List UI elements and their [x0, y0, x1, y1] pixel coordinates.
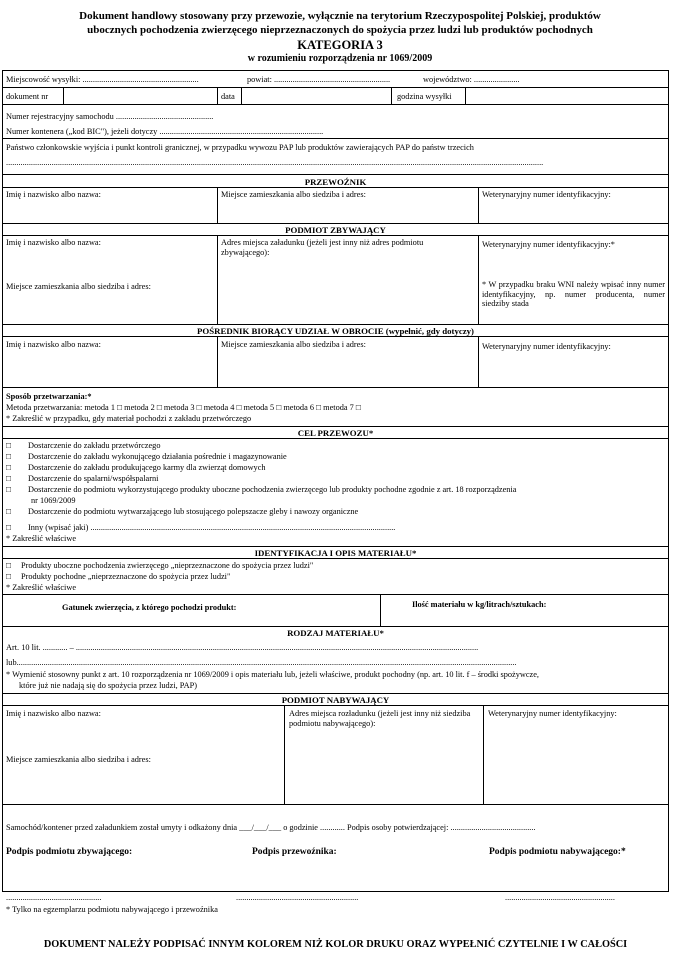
material-kind-note2: które już nie nadają się do spożycia przez ludzi, PAP): [19, 681, 198, 690]
signature-seller-label: Podpis podmiotu zbywającego:: [6, 847, 133, 857]
county-field[interactable]: powiat: ........................................................: [247, 75, 391, 84]
processing-title: Sposób przetwarzania:*: [6, 392, 92, 401]
checkbox-icon[interactable]: □: [6, 523, 12, 532]
doc-regulation: w rozumieniu rozporządzenia nr 1069/2009: [247, 53, 433, 64]
material-article-field[interactable]: Art. 10 lit. ............ – ..................................................................................................................................................................................................: [6, 643, 479, 652]
purpose-item-continued: nr 1069/2009: [31, 496, 76, 505]
purpose-section-title: CEL PRZEWOZU*: [297, 428, 374, 438]
seller-vet-note: * W przypadku braku WNI należy wpisać inny numer identyfikacyjny, np. numer producenta, numer siedziby stada: [482, 280, 665, 309]
carrier-section-title: PRZEWOŹNIK: [304, 177, 367, 187]
seller-name-label: Imię i nazwisko albo nazwa:: [6, 238, 101, 247]
voivodeship-field[interactable]: województwo: ......................: [423, 75, 520, 84]
buyer-name-label: Imię i nazwisko albo nazwa:: [6, 709, 101, 718]
carrier-name-label: Imię i nazwisko albo nazwa:: [6, 190, 101, 199]
signature-buyer-line[interactable]: .....................................................: [505, 893, 615, 902]
material-lub-field[interactable]: lub.................................................................................................................................................................................................................................................: [6, 658, 517, 667]
purpose-note: * Zakreślić właściwe: [6, 534, 77, 543]
intermediary-name-label: Imię i nazwisko albo nazwa:: [6, 340, 101, 349]
carrier-vet-label: Weterynaryjny numer identyfikacyjny:: [482, 190, 611, 199]
signature-carrier-label: Podpis przewoźnika:: [252, 847, 337, 857]
purpose-item[interactable]: □ Dostarczenie do podmiotu wykorzystującego produkty uboczne pochodzenia zwierzęcego lub produkty pochodne zgodnie z art. 18 rozporządzenia: [6, 485, 517, 494]
checkbox-icon[interactable]: □: [6, 572, 12, 581]
doc-number-label: dokument nr: [6, 92, 49, 101]
washed-confirmation-field[interactable]: Samochód/kontener przed załadunkiem został umyty i odkażony dnia ___/___/___ o godzinie ............ Podpis osoby potwierdzającej: .........................................: [6, 823, 536, 832]
material-item-derived[interactable]: □ Produkty pochodne „nieprzeznaczone do spożycia przez ludzi": [6, 572, 231, 581]
signature-buyer-label: Podpis podmiotu nabywającego:*: [489, 847, 626, 857]
member-state-field[interactable]: ...................................................................................................................................................................................................................................................................: [6, 158, 544, 167]
member-state-label: Państwo członkowskie wyjścia i punkt kontroli granicznej, w przypadku wywozu PAP lub produktów zawierających PAP do państw trzecich: [6, 143, 474, 152]
signature-note: * Tylko na egzemplarzu podmiotu nabywającego i przewoźnika: [6, 905, 218, 914]
material-kind-section-title: RODZAJ MATERIAŁU*: [287, 628, 384, 638]
species-label: Gatunek zwierzęcia, z którego pochodzi produkt:: [62, 603, 237, 612]
checkbox-icon[interactable]: □: [6, 507, 12, 516]
material-id-note: * Zakreślić właściwe: [6, 583, 77, 592]
checkbox-icon[interactable]: □: [6, 463, 12, 472]
buyer-vet-label: Weterynaryjny numer identyfikacyjny:: [488, 709, 617, 718]
purpose-item-other[interactable]: □ Inny (wpisać jaki) ...................................................................................................................................................: [6, 523, 396, 532]
material-id-section-title: IDENTYFIKACJA I OPIS MATERIAŁU*: [254, 548, 417, 558]
purpose-item[interactable]: □ Dostarczenie do zakładu wykonującego działania pośrednie i magazynowanie: [6, 452, 287, 461]
doc-title-line1: Dokument handlowy stosowany przy przewozie, wyłącznie na terytorium Rzeczypospolitej Polskiej, produktów: [79, 10, 601, 22]
buyer-residence-label: Miejsce zamieszkania albo siedziba i adres:: [6, 755, 151, 764]
seller-section-title: PODMIOT ZBYWAJĄCY: [285, 225, 386, 235]
purpose-item[interactable]: □ Dostarczenie do spalarni/współspalarni: [6, 474, 159, 483]
intermediary-section-title: POŚREDNIK BIORĄCY UDZIAŁ W OBROCIE (wypełnić, gdy dotyczy): [197, 326, 474, 336]
purpose-item[interactable]: □ Dostarczenie do zakładu przetwórczego: [6, 441, 161, 450]
material-item-byproducts[interactable]: □ Produkty uboczne pochodzenia zwierzęcego „nieprzeznaczone do spożycia przez ludzi": [6, 561, 314, 570]
processing-note: * Zakreślić w przypadku, gdy materiał pochodzi z zakładu przetwórczego: [6, 414, 252, 423]
date-label: data: [221, 92, 235, 101]
seller-loading-label: Adres miejsca załadunku (jeżeli jest inny niż adres podmiotu zbywającego):: [221, 238, 424, 257]
doc-title-line2: ubocznych pochodzenia zwierzęcego nieprzeznaczonych do spożycia przez ludzi lub produktów pochodnych: [87, 24, 593, 36]
final-instruction: DOKUMENT NALEŻY PODPISAĆ INNYM KOLOREM NIŻ KOLOR DRUKU ORAZ WYPEŁNIĆ CZYTELNIE I W CAŁOŚCI: [43, 939, 628, 950]
checkbox-icon[interactable]: □: [6, 561, 12, 570]
signature-seller-line[interactable]: ..............................................: [6, 893, 102, 902]
material-kind-note1: * Wymienić stosowny punkt z art. 10 rozporządzenia nr 1069/2009 i opis materiału lub, jeżeli właściwe, produkt pochodny (np. art. 10 lit. f – środki spożywcze,: [6, 670, 539, 679]
dispatch-time-label: godzina wysyłki: [397, 92, 452, 101]
locality-field[interactable]: Miejscowość wysyłki: ........................................................: [6, 75, 199, 84]
checkbox-icon[interactable]: □: [6, 452, 12, 461]
buyer-unloading-label: Adres miejsca rozładunku (jeżeli jest inny niż siedziba podmiotu nabywającego):: [289, 709, 471, 728]
intermediary-address-label: Miejsce zamieszkania albo siedziba i adres:: [221, 340, 366, 349]
doc-category: KATEGORIA 3: [297, 38, 383, 52]
vehicle-number-field[interactable]: Numer rejestracyjny samochodu ...............................................: [6, 112, 214, 121]
seller-residence-label: Miejsce zamieszkania albo siedziba i adres:: [6, 282, 151, 291]
checkbox-icon[interactable]: □: [6, 474, 12, 483]
purpose-item[interactable]: □ Dostarczenie do podmiotu wytwarzającego lub stosującego polepszacze gleby i nawozy organiczne: [6, 507, 359, 516]
carrier-address-label: Miejsce zamieszkania albo siedziba i adres:: [221, 190, 366, 199]
quantity-label: Ilość materiału w kg/litrach/sztukach:: [412, 600, 547, 609]
checkbox-icon[interactable]: □: [6, 441, 12, 450]
container-number-field[interactable]: Numer kontenera („kod BIC"), jeżeli dotyczy ...............................................................................: [6, 127, 324, 136]
signature-carrier-line[interactable]: ...........................................................: [236, 893, 359, 902]
processing-methods[interactable]: Metoda przetwarzania: metoda 1 □ metoda 2 □ metoda 3 □ metoda 4 □ metoda 5 □ metoda 6 □ metoda 7 □: [6, 403, 361, 412]
buyer-section-title: PODMIOT NABYWAJĄCY: [281, 695, 390, 705]
seller-vet-label: Weterynaryjny numer identyfikacyjny:*: [482, 240, 615, 249]
intermediary-vet-label: Weterynaryjny numer identyfikacyjny:: [482, 342, 611, 351]
purpose-item[interactable]: □ Dostarczenie do zakładu produkującego karmy dla zwierząt domowych: [6, 463, 266, 472]
checkbox-icon[interactable]: □: [6, 485, 12, 494]
